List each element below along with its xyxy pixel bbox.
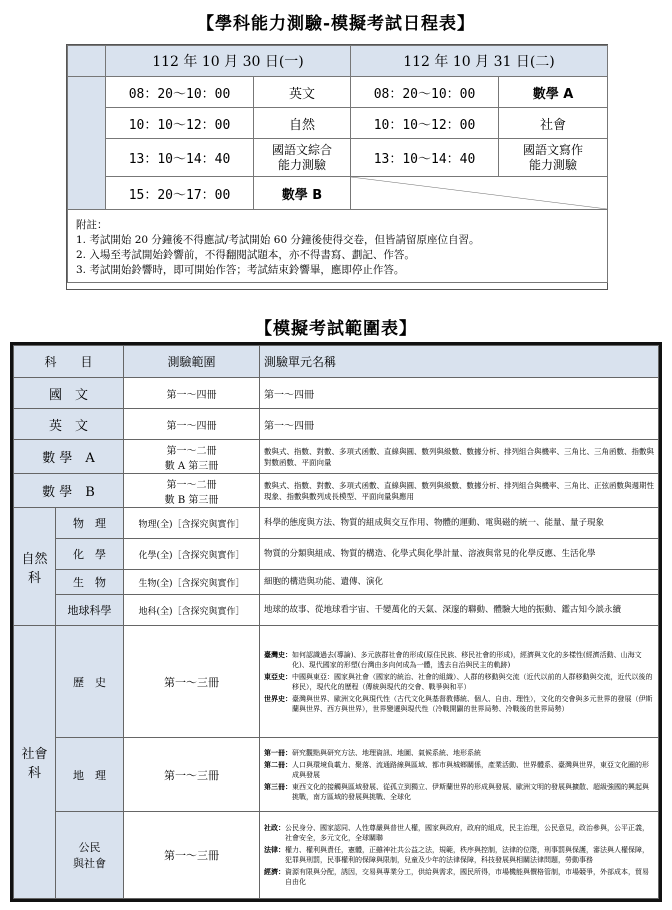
unit-value: 東西文化的接觸與區域發展、從孤立到獨立、伊斯蘭世界的形成與發展、歐洲文明的發展與擴散、超級強國的興起與挑戰，南方區域的發展與挑戰、全球化 [292,782,650,801]
unit-value: 中國與東亞：國家與社會（國家的統治、社會的組織）、人群的移動與交流（近代以前的人群移動與交流，近代以後的移民），現代化的歷程（傳統與現代的交會、戰爭與和平） [292,672,653,691]
subject-earth-science: 地球科學 [56,595,124,626]
unit-value: 權力、權利與責任，憲體，正雖神社共公益之法，規範，秩序與控制，法律的位階，刑事罰與保護，審法與人權保障，犯罪與刑罰，民事權利的保障與限制，兒童及少年的法律保障，科技發展與相關法律問題，勞動事務 [285,846,650,864]
scope-history: 第一～三冊 [124,626,260,738]
day1-subject: 英文 [254,77,351,108]
scope-line: 數 A 第三冊 [164,460,219,472]
unit-key: 經濟： [264,867,286,876]
unit-key: 世界史： [264,693,293,703]
unit-entry [264,760,654,780]
range-title: 【模擬考試範圍表】 [255,319,417,339]
units-physics: 科學的態度與方法、物質的組成與交互作用、物體的運動、電與磁的統一、能量、量子現象 [260,508,659,539]
unit-value: 資源有限與分配，誘因，交易與專業分工，供給與需求，國民所得，市場機能與價格管制，市場競爭，外部成本，貿易自由化 [285,868,650,886]
units-history [260,626,659,738]
schedule-title: 【學科能力測驗-模擬考試日程表】 [196,14,476,34]
unit-key: 東亞史： [264,671,293,681]
unit-value: 人口與環境負載力、聚落、流通路線與區域、都市與城鄉關係，產業活動、世界體系、臺灣與世界，東亞文化圈的形成與發展 [292,760,650,779]
scope-line: 數 B 第三冊 [164,494,219,506]
exam-range-table [10,342,662,902]
day2-time: 13：10～14：40 [351,139,499,177]
unit-value: 研究觀點與研究方法、地理資訊、地圖、氣候系統、地形系統 [292,748,482,757]
units-earth-science: 地球的故事、從地球看宇宙、千變萬化的天氣、深邃的聯動、體驗大地的振動、鑑古知今談永續 [260,595,659,626]
subject-biology: 生 物 [56,570,124,595]
subject-civics [56,812,124,899]
unit-value: 公民身分、國家認同、人性尊嚴與普世人權，國家與政府，政府的組成，民主治理，公民意見，政治參與，公平正義，社會安全，多元文化，全球關聯 [285,824,650,842]
scope-physics: 物理(全)［含探究與實作］ [124,508,260,539]
day2-subject: 數學 A [499,77,608,108]
day1-time: 13：10～14：40 [106,139,254,177]
subject-geography: 地 理 [56,738,124,812]
subject-physics: 物 理 [56,508,124,539]
scope-geography: 第一～三冊 [124,738,260,812]
unit-key: 臺灣史： [264,649,293,659]
unit-entry [264,867,654,887]
unit-key: 法律： [264,845,286,854]
units-english: 第一～四冊 [260,409,659,440]
note-item: 3. 考試開始鈴響時，即可開始作答；考試結束鈴響畢，應即停止作答。 [76,264,405,276]
civics-line1: 公民 [78,841,101,854]
unit-entry [264,748,654,758]
unit-entry [264,672,654,692]
group-social: 社會科 [14,626,56,899]
day2-time: 08：20～10：00 [351,77,499,108]
unit-key: 第一冊： [264,747,293,757]
scope-math-b [124,474,260,508]
scope-civics: 第一～三冊 [124,812,260,899]
day1-subject: 自然 [254,108,351,139]
scope-line: 第一～二冊 [166,479,217,491]
subject-math-a: 數 學 A [14,440,124,474]
notes-label: 附註： [76,219,108,231]
header-scope: 測驗範圍 [124,346,260,378]
units-geography [260,738,659,812]
unit-entry [264,782,654,802]
exam-schedule-table [66,44,608,290]
unit-entry [264,845,654,865]
unit-key: 第二冊： [264,759,293,769]
units-civics [260,812,659,899]
unit-key: 社政： [264,823,286,832]
day2-time: 10：10～12：00 [351,108,499,139]
day1-time: 08：20～10：00 [106,77,254,108]
header-units: 測驗單元名稱 [260,346,659,378]
units-biology: 細胞的構造與功能、遺傳、演化 [260,570,659,595]
scope-earth-science: 地科(全)［含探究與實作］ [124,595,260,626]
scope-english: 第一～四冊 [124,409,260,440]
scope-chemistry: 化學(全)［含探究與實作］ [124,539,260,570]
units-chemistry: 物質的分類與組成、物質的構造、化學式與化學計量、溶液與常見的化學反應、生活化學 [260,539,659,570]
note-item: 2. 入場至考試開始鈴響前，不得翻閱試題本，亦不得書寫、劃記、作答。 [76,249,415,261]
day1-subject: 數學 B [254,177,351,210]
day2-subject: 國語文寫作能力測驗 [499,139,608,177]
empty-slot-diagonal [351,177,608,210]
scope-line: 第一～二冊 [166,445,217,457]
scope-chinese: 第一～四冊 [124,378,260,409]
subject-chinese: 國 文 [14,378,124,409]
unit-value: 如何認識過去(導論)、多元族群社會的形成(原住民族、移民社會的形成)，經濟與文化的多樣性(經濟活動、山海文化)、現代國家的形塑(台灣由多向何成為一體，透去自治與民主的軌跡) [292,650,642,669]
day2-subject: 社會 [499,108,608,139]
day1-time: 10：10～12：00 [106,108,254,139]
group-science: 自然科 [14,508,56,626]
schedule-side-cell [68,77,106,210]
scope-math-a [124,440,260,474]
units-math-a: 數與式、指數、對數、多項式函數、直線與圓、數列與級數、數據分析、排列組合與機率、三角比、三角函數、指數與對數函數、平面向量 [260,440,659,474]
schedule-notes [68,210,608,283]
unit-value: 臺灣與世界、歐洲文化與現代性（古代文化與基督教傳統、個人、自由、理性），文化的交會與多元世界的發展（伊斯蘭與世界、西方與世界），世界變遷與現代性（冷戰開闢的世界局勢、冷戰後的世界局勢） [292,694,653,713]
day1-header: 112 年 10 月 30 日(一) [106,46,351,77]
header-subject: 科 目 [14,346,124,378]
civics-line2: 與社會 [73,857,106,870]
unit-entry [264,694,654,714]
day1-subject: 國語文綜合能力測驗 [254,139,351,177]
scope-biology: 生物(全)［含探究與實作］ [124,570,260,595]
day1-time: 15：20～17：00 [106,177,254,210]
subject-english: 英 文 [14,409,124,440]
unit-key: 第三冊： [264,781,293,791]
units-chinese: 第一～四冊 [260,378,659,409]
schedule-corner [68,46,106,77]
subject-chemistry: 化 學 [56,539,124,570]
units-math-b: 數與式、指數、對數、多項式函數、直線與圓、數列與級數、數據分析、排列組合與機率、三角比、正弦函數與週期性現象、指數與數列成長模型、平面向量與應用 [260,474,659,508]
day2-header: 112 年 10 月 31 日(二) [351,46,608,77]
subject-math-b: 數 學 B [14,474,124,508]
unit-entry [264,823,654,843]
subject-history: 歷 史 [56,626,124,738]
unit-entry [264,650,654,670]
note-item: 1. 考試開始 20 分鐘後不得應試/考試開始 60 分鐘後使得交卷，但皆請留原座位自習。 [76,234,480,246]
